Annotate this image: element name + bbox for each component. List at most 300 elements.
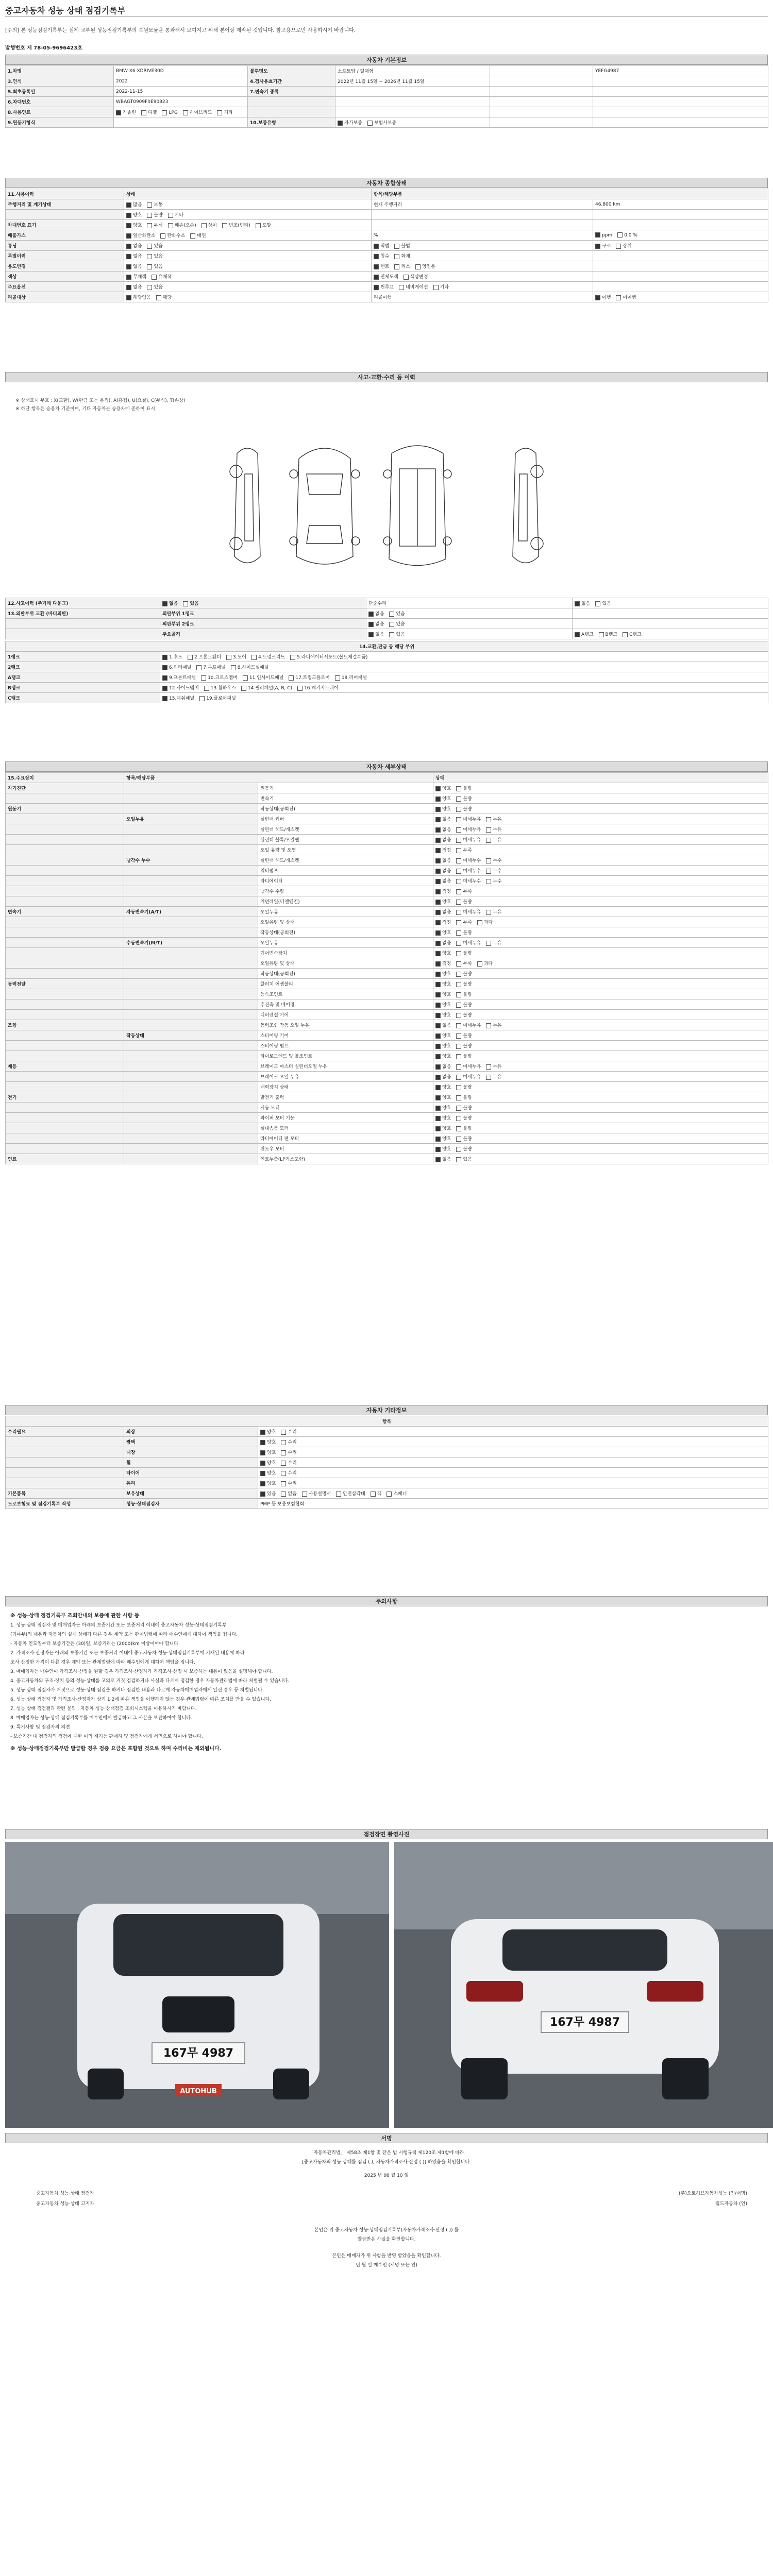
checkbox[interactable] [456,1033,461,1039]
checkbox-option[interactable]: 불량 [456,1003,472,1008]
checkbox-option[interactable]: 불량 [456,930,472,936]
checkbox[interactable] [456,900,461,905]
checkbox[interactable] [297,686,303,691]
checkbox-option[interactable]: 누유 [486,1075,501,1080]
checkbox-option[interactable]: 양호 [435,1116,451,1121]
checkbox[interactable] [435,838,441,843]
checkbox-option[interactable]: 탄화수소 [160,233,185,239]
checkbox[interactable] [162,110,167,115]
checkbox[interactable] [160,233,165,239]
checkbox[interactable] [281,1430,286,1435]
checkbox[interactable] [415,264,421,269]
checkbox[interactable] [575,601,580,606]
checkbox[interactable] [374,285,379,290]
checkbox[interactable] [456,982,461,987]
checkbox-option[interactable]: 썬루프 [374,285,394,290]
checkbox-option[interactable]: 8.사이드실패널 [231,665,269,670]
checkbox-option[interactable]: 양호 [435,1033,451,1039]
checkbox-option[interactable]: 양호 [126,223,142,228]
checkbox[interactable] [260,1440,265,1445]
checkbox-option[interactable]: 13.휠하우스 [204,686,236,691]
checkbox[interactable] [368,612,374,617]
checkbox[interactable] [456,941,461,946]
checkbox[interactable] [201,675,206,681]
checkbox-option[interactable]: 있음 [260,1492,276,1497]
checkbox[interactable] [338,121,343,126]
checkbox[interactable] [456,1137,461,1142]
checkbox[interactable] [241,686,246,691]
checkbox[interactable] [435,961,441,967]
checkbox-option[interactable]: 미세누수 [456,869,481,874]
checkbox-option[interactable]: 수리 [281,1430,296,1435]
checkbox-option[interactable]: 적정 [435,889,451,894]
checkbox[interactable] [204,686,209,691]
checkbox-option[interactable]: 기타 [168,213,183,218]
checkbox[interactable] [435,1044,441,1049]
checkbox[interactable] [435,1157,441,1162]
checkbox[interactable] [374,275,379,280]
checkbox-option[interactable]: 장치 [616,244,631,249]
checkbox-option[interactable]: 기타 [217,110,232,115]
checkbox[interactable] [435,930,441,936]
checkbox-option[interactable]: 해당없음 [126,295,151,300]
checkbox[interactable] [147,254,152,259]
checkbox-option[interactable]: 부족 [456,889,472,894]
checkbox-option[interactable]: 무채색 [126,275,146,280]
checkbox-option[interactable]: 없음 [435,1023,451,1028]
checkbox[interactable] [435,1137,441,1142]
checkbox-option[interactable]: 이행 [595,295,611,300]
checkbox-option[interactable]: 없음 [126,244,142,249]
checkbox[interactable] [456,1044,461,1049]
checkbox[interactable] [251,655,257,660]
checkbox[interactable] [477,920,482,925]
checkbox[interactable] [435,1013,441,1018]
checkbox[interactable] [456,827,461,833]
checkbox-option[interactable]: 없음 [435,817,451,822]
checkbox-option[interactable]: 양호 [260,1430,276,1435]
checkbox[interactable] [435,1116,441,1121]
checkbox-option[interactable]: 유채색 [152,275,172,280]
checkbox-option[interactable]: 사용설명서 [302,1492,331,1497]
checkbox[interactable] [456,1064,461,1070]
checkbox[interactable] [456,858,461,863]
checkbox[interactable] [486,827,491,833]
checkbox-option[interactable]: 14.필러패널(A, B, C) [241,686,292,691]
checkbox[interactable] [256,223,261,228]
checkbox-option[interactable]: 누유 [486,910,501,915]
checkbox[interactable] [435,1054,441,1059]
checkbox[interactable] [435,869,441,874]
checkbox-option[interactable]: 없음 [435,941,451,946]
checkbox[interactable] [374,244,379,249]
checkbox[interactable] [152,275,157,280]
checkbox-option[interactable]: 수리 [281,1481,296,1486]
checkbox-option[interactable]: A랭크 [575,632,594,637]
checkbox-option[interactable]: 색상변경 [404,275,428,280]
checkbox-option[interactable]: 불량 [456,1054,472,1059]
checkbox[interactable] [243,675,248,681]
checkbox[interactable] [260,1461,265,1466]
checkbox-option[interactable]: 불량 [456,992,472,997]
checkbox[interactable] [199,696,205,701]
checkbox-option[interactable]: 불량 [456,1044,472,1049]
checkbox[interactable] [147,202,152,208]
checkbox[interactable] [435,796,441,802]
checkbox-option[interactable]: 미세누수 [456,858,481,863]
checkbox-option[interactable]: 불량 [456,951,472,956]
checkbox[interactable] [433,285,439,290]
checkbox[interactable] [456,972,461,977]
checkbox[interactable] [389,632,394,637]
checkbox[interactable] [435,920,441,925]
checkbox-option[interactable]: 누유 [486,838,501,843]
checkbox-option[interactable]: 없음 [575,601,590,606]
checkbox-option[interactable]: 2.프론트휀더 [188,655,221,660]
checkbox-option[interactable]: 없음 [126,264,142,269]
checkbox-option[interactable]: 양호 [435,1126,451,1131]
checkbox[interactable] [456,1157,461,1162]
checkbox[interactable] [435,1147,441,1152]
checkbox-option[interactable]: 4.트렁크리드 [251,655,285,660]
checkbox-option[interactable]: 불법 [394,244,410,249]
checkbox[interactable] [456,961,461,967]
checkbox-option[interactable]: 있음 [595,601,611,606]
checkbox-option[interactable]: 일산화탄소 [126,233,155,239]
checkbox[interactable] [302,1492,307,1497]
checkbox-option[interactable]: 양호 [260,1471,276,1476]
checkbox[interactable] [126,233,131,239]
checkbox-option[interactable]: 불량 [456,1137,472,1142]
checkbox[interactable] [435,1095,441,1100]
checkbox-option[interactable]: 잭 [371,1492,382,1497]
checkbox-option[interactable]: 하이브리드 [183,110,212,115]
checkbox[interactable] [394,254,399,259]
checkbox-option[interactable]: 양호 [260,1481,276,1486]
checkbox-option[interactable]: 양호 [435,807,451,812]
checkbox[interactable] [389,622,394,627]
checkbox-option[interactable]: 네비게이션 [399,285,428,290]
checkbox-option[interactable]: 양호 [435,1137,451,1142]
checkbox[interactable] [126,244,131,249]
checkbox-option[interactable]: 불량 [456,1033,472,1039]
checkbox[interactable] [435,1023,441,1028]
checkbox-option[interactable]: 양호 [435,1003,451,1008]
checkbox-option[interactable]: C랭크 [623,632,642,637]
checkbox-option[interactable]: 양호 [435,1044,451,1049]
checkbox[interactable] [435,1126,441,1131]
checkbox-option[interactable]: 미세누유 [456,1064,481,1070]
checkbox-option[interactable]: 불량 [456,796,472,802]
checkbox[interactable] [126,275,131,280]
checkbox-option[interactable]: 기타 [433,285,449,290]
checkbox[interactable] [486,941,491,946]
checkbox-option[interactable]: 누수 [486,879,501,884]
checkbox-option[interactable]: 해당 [156,295,172,300]
checkbox-option[interactable]: 12.사이드멤버 [162,686,199,691]
checkbox-option[interactable]: 불량 [456,786,472,791]
checkbox-option[interactable]: 영업용 [415,264,435,269]
checkbox[interactable] [486,869,491,874]
checkbox-option[interactable]: 부식 [147,223,162,228]
checkbox-option[interactable]: 디젤 [141,110,157,115]
checkbox[interactable] [575,632,580,637]
checkbox[interactable] [162,655,167,660]
checkbox-option[interactable]: 미세누유 [456,910,481,915]
checkbox-option[interactable]: 양호 [126,213,142,218]
checkbox-option[interactable]: LPG [162,110,177,115]
checkbox[interactable] [456,1116,461,1121]
checkbox-option[interactable]: 없음 [126,254,142,259]
checkbox-option[interactable]: 변조(변타) [222,223,250,228]
checkbox-option[interactable]: 미세누유 [456,827,481,833]
checkbox[interactable] [374,264,379,269]
checkbox-option[interactable]: 없음 [435,869,451,874]
checkbox[interactable] [456,1126,461,1131]
checkbox[interactable] [456,848,461,853]
checkbox[interactable] [435,1106,441,1111]
checkbox[interactable] [260,1492,265,1497]
checkbox[interactable] [126,213,131,218]
checkbox-option[interactable]: 19.플로어패널 [199,696,236,701]
checkbox[interactable] [477,961,482,967]
checkbox[interactable] [456,1013,461,1018]
checkbox-option[interactable]: 안전삼각대 [336,1492,365,1497]
checkbox-option[interactable]: 렌트 [374,264,389,269]
checkbox[interactable] [162,696,167,701]
checkbox-option[interactable]: 5.라디에이터서포트(볼트체결부품) [290,655,367,660]
checkbox-option[interactable]: 양호 [435,1085,451,1090]
checkbox-option[interactable]: 과다 [477,920,493,925]
checkbox-option[interactable]: 양호 [260,1440,276,1445]
checkbox-option[interactable]: 없음 [435,910,451,915]
checkbox[interactable] [281,1461,286,1466]
checkbox-option[interactable]: 있음 [183,601,198,606]
checkbox[interactable] [456,786,461,791]
checkbox[interactable] [260,1471,265,1476]
checkbox-option[interactable]: 많음 [126,202,142,208]
checkbox-option[interactable]: 양호 [435,982,451,987]
checkbox-option[interactable]: 있음 [389,612,405,617]
checkbox[interactable] [435,972,441,977]
checkbox-option[interactable]: B랭크 [599,632,618,637]
checkbox-option[interactable]: 구조 [595,244,611,249]
checkbox[interactable] [281,1450,286,1455]
checkbox-option[interactable]: 양호 [435,992,451,997]
checkbox-option[interactable]: 없음 [435,1075,451,1080]
checkbox[interactable] [456,1075,461,1080]
checkbox[interactable] [456,838,461,843]
checkbox-option[interactable]: 불량 [456,1116,472,1121]
checkbox-option[interactable]: 수리 [281,1461,296,1466]
checkbox[interactable] [336,1492,341,1497]
checkbox[interactable] [260,1450,265,1455]
checkbox[interactable] [486,1023,491,1028]
checkbox[interactable] [188,655,193,660]
checkbox[interactable] [335,675,340,681]
checkbox[interactable] [456,920,461,925]
checkbox[interactable] [486,838,491,843]
checkbox-option[interactable]: 0.0 % [617,233,637,238]
checkbox-option[interactable]: 불량 [456,1147,472,1152]
checkbox[interactable] [217,110,222,115]
checkbox[interactable] [435,889,441,894]
checkbox[interactable] [617,232,623,238]
checkbox[interactable] [435,807,441,812]
checkbox[interactable] [456,869,461,874]
checkbox[interactable] [389,612,394,617]
checkbox-option[interactable]: 누유 [486,827,501,833]
checkbox[interactable] [599,632,604,637]
checkbox-option[interactable]: 양호 [435,930,451,936]
checkbox-option[interactable]: 훼손(오손) [168,223,196,228]
checkbox-option[interactable]: 양호 [260,1461,276,1466]
checkbox[interactable] [435,848,441,853]
checkbox-option[interactable]: 없음 [126,285,142,290]
checkbox-option[interactable]: 양호 [435,972,451,977]
checkbox-option[interactable]: 미세누유 [456,1075,481,1080]
checkbox-option[interactable]: 불량 [456,807,472,812]
checkbox-option[interactable]: 있음 [147,254,162,259]
checkbox[interactable] [126,295,131,300]
checkbox-option[interactable]: 부족 [456,961,472,967]
checkbox[interactable] [456,1023,461,1028]
checkbox-option[interactable]: ppm [595,233,612,238]
checkbox-option[interactable]: 가솔린 [116,110,136,115]
checkbox-option[interactable]: 양호 [435,796,451,802]
checkbox-option[interactable]: 불량 [456,1085,472,1090]
checkbox-option[interactable]: 있음 [147,285,162,290]
checkbox-option[interactable]: 없음 [435,1157,451,1162]
checkbox[interactable] [147,223,152,228]
checkbox[interactable] [374,254,379,259]
checkbox-option[interactable]: 스패너 [386,1492,407,1497]
checkbox-option[interactable]: 수리 [281,1450,296,1455]
checkbox[interactable] [456,879,461,884]
checkbox[interactable] [435,1075,441,1080]
checkbox-option[interactable]: 불량 [456,1106,472,1111]
checkbox[interactable] [394,244,399,249]
checkbox[interactable] [595,601,600,606]
checkbox[interactable] [260,1481,265,1486]
checkbox-option[interactable]: 16.패키지트레이 [297,686,338,691]
checkbox-option[interactable]: 1.후드 [162,655,182,660]
checkbox-option[interactable]: 적법 [374,244,389,249]
checkbox-option[interactable]: 수리 [281,1471,296,1476]
checkbox[interactable] [456,910,461,915]
checkbox[interactable] [595,244,600,249]
checkbox[interactable] [168,223,173,228]
checkbox[interactable] [147,264,152,269]
checkbox[interactable] [183,110,188,115]
checkbox-option[interactable]: 리스 [394,264,410,269]
checkbox[interactable] [289,675,294,681]
checkbox[interactable] [456,1095,461,1100]
checkbox-option[interactable]: 누유 [486,1064,501,1070]
checkbox[interactable] [456,930,461,936]
checkbox-option[interactable]: 전체도색 [374,275,398,280]
checkbox-option[interactable]: 양호 [260,1450,276,1455]
checkbox[interactable] [147,244,152,249]
checkbox-option[interactable]: 있음 [456,1157,472,1162]
checkbox[interactable] [281,1471,286,1476]
checkbox-option[interactable]: 보험사보증 [367,121,396,126]
checkbox-option[interactable]: 수리 [281,1440,296,1445]
checkbox[interactable] [226,655,231,660]
checkbox-option[interactable]: 양호 [435,900,451,905]
checkbox[interactable] [456,1147,461,1152]
checkbox-option[interactable]: 적정 [435,920,451,925]
checkbox-option[interactable]: 없음 [435,827,451,833]
checkbox[interactable] [435,992,441,997]
checkbox[interactable] [126,223,131,228]
checkbox-option[interactable]: 양호 [435,951,451,956]
checkbox[interactable] [435,786,441,791]
checkbox[interactable] [281,1481,286,1486]
checkbox-option[interactable]: 없음 [162,601,178,606]
checkbox[interactable] [196,665,201,670]
checkbox[interactable] [456,817,461,822]
checkbox[interactable] [435,910,441,915]
checkbox[interactable] [156,295,161,300]
checkbox[interactable] [260,1430,265,1435]
checkbox[interactable] [616,295,621,300]
checkbox-option[interactable]: 없음 [435,1064,451,1070]
checkbox-option[interactable]: 없음 [368,612,384,617]
checkbox-option[interactable]: 누수 [486,858,501,863]
checkbox[interactable] [162,675,167,681]
checkbox-option[interactable]: 누유 [486,941,501,946]
checkbox-option[interactable]: 불량 [456,1126,472,1131]
checkbox[interactable] [126,202,131,208]
checkbox[interactable] [456,1054,461,1059]
checkbox-option[interactable]: 9.프론트패널 [162,675,196,681]
checkbox[interactable] [162,665,167,670]
checkbox-option[interactable]: 미세누유 [456,1023,481,1028]
checkbox[interactable] [456,796,461,802]
checkbox-option[interactable]: 적정 [435,848,451,853]
checkbox[interactable] [435,827,441,833]
checkbox[interactable] [456,992,461,997]
checkbox-option[interactable]: 양호 [435,1095,451,1100]
checkbox[interactable] [190,233,195,239]
checkbox-option[interactable]: 없음 [281,1492,296,1497]
checkbox[interactable] [404,275,409,280]
checkbox-option[interactable]: 있음 [147,264,162,269]
checkbox-option[interactable]: 없음 [435,879,451,884]
checkbox-option[interactable]: 누유 [486,817,501,822]
checkbox[interactable] [616,244,621,249]
checkbox-option[interactable]: 자가보증 [338,121,362,126]
checkbox-option[interactable]: 있음 [389,632,405,637]
checkbox-option[interactable]: 17.트렁크플로어 [289,675,329,681]
checkbox[interactable] [435,1033,441,1039]
checkbox[interactable] [147,285,152,290]
checkbox[interactable] [435,1064,441,1070]
checkbox[interactable] [435,982,441,987]
checkbox-option[interactable]: 불량 [147,213,162,218]
checkbox-option[interactable]: 양호 [435,786,451,791]
checkbox[interactable] [456,807,461,812]
checkbox-option[interactable]: 부족 [456,848,472,853]
checkbox[interactable] [386,1492,392,1497]
checkbox[interactable] [435,941,441,946]
checkbox-option[interactable]: 양호 [435,1147,451,1152]
checkbox[interactable] [126,264,131,269]
checkbox[interactable] [456,1085,461,1090]
checkbox-option[interactable]: 있음 [147,244,162,249]
checkbox-option[interactable]: 불량 [456,900,472,905]
